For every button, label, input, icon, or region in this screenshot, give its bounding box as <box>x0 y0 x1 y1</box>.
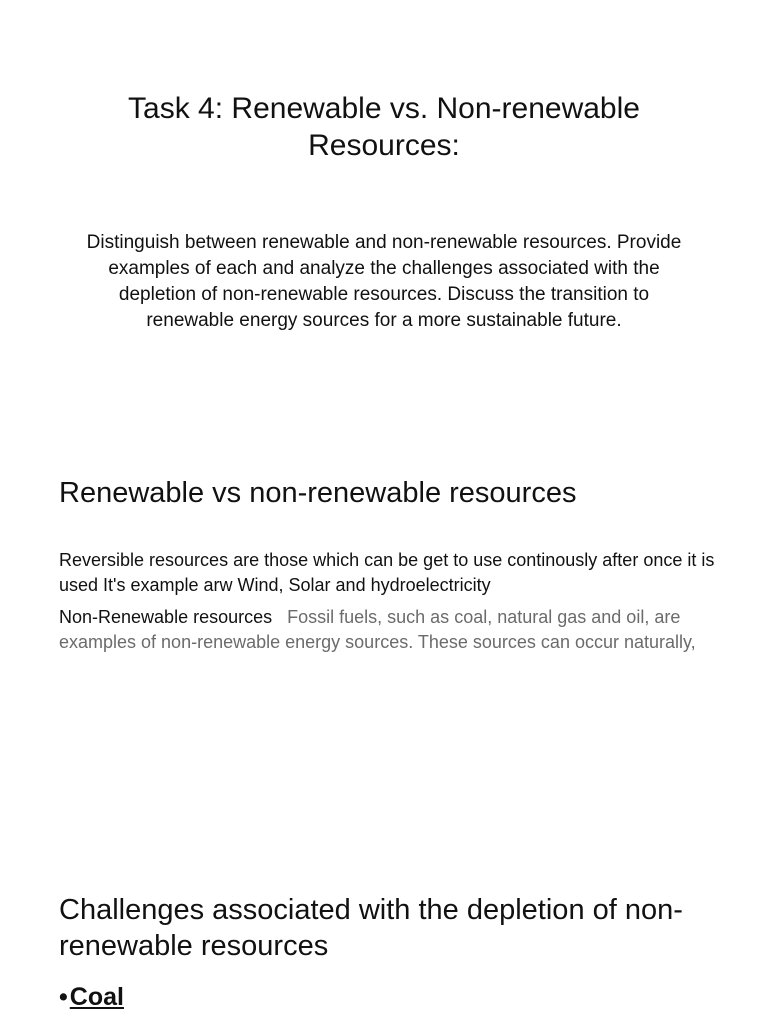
slide-task-4 <box>0 0 768 430</box>
slide-renewable-vs-non-renewable <box>0 430 768 860</box>
non-renewable-label: Non-Renewable resources <box>59 607 273 627</box>
slide-title: Renewable vs non-renewable resources <box>59 477 577 509</box>
slide-title: Task 4: Renewable vs. Non-renewable Resources: <box>128 92 640 162</box>
non-renewable-description: Fossil fuels, such as coal, natural gas and oil, are examples of non-renewable energy sources. These sources can occur naturally, <box>59 607 696 652</box>
slide-title: Challenges associated with the depletion of non-renewable resources <box>59 894 683 962</box>
bullet-symbol: • <box>59 983 68 1011</box>
bullet-label: Coal <box>69 983 124 1011</box>
bullet-coal <box>59 980 124 1014</box>
slide-depletion-challenges <box>0 860 768 1024</box>
task-description: Distinguish between renewable and non-renewable resources. Provide examples of each and analyze the challenges associated with the depletion of non-renewable resources. Discuss the transition to renewable energy sources for a more sustainable future. <box>86 232 682 331</box>
non-renewable-paragraph <box>59 605 719 655</box>
renewable-paragraph: Reversible resources are those which can be get to use continously after once it is used It's example arw Wind, Solar and hydroelectricity <box>59 550 715 595</box>
